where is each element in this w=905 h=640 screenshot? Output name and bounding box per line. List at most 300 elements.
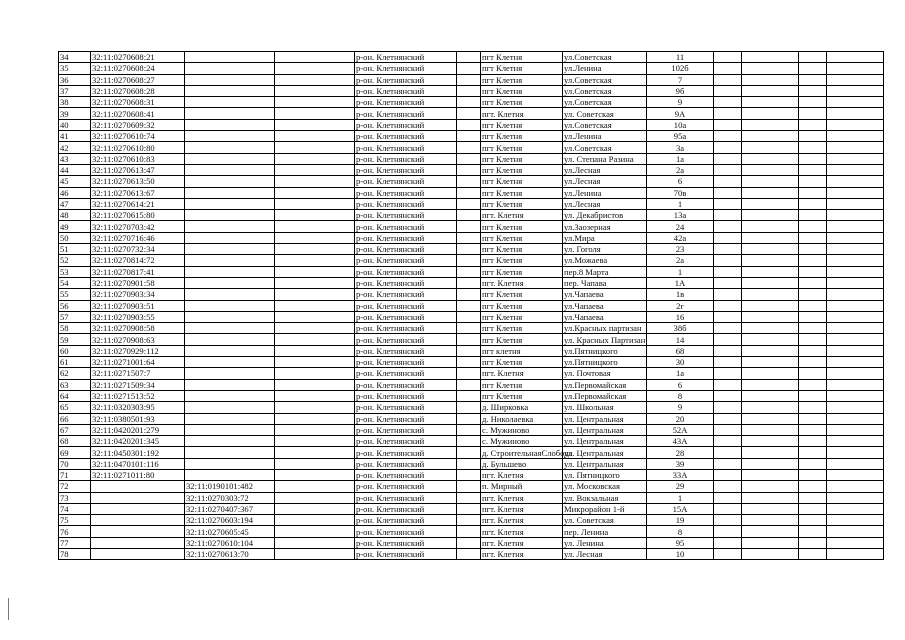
extra-col-b-cell [742, 469, 799, 480]
cadastral-number-b-cell [185, 52, 275, 63]
row-number-cell: 76 [59, 526, 91, 537]
extra-col-b-cell [742, 52, 799, 63]
extra-col-c-cell [799, 85, 827, 96]
blank-col-a-cell [275, 63, 355, 74]
blank-col-a-cell [275, 97, 355, 108]
district-cell: р-он. Клетнянский [355, 210, 457, 221]
extra-col-b-cell [742, 289, 799, 300]
blank-col-a-cell [275, 436, 355, 447]
extra-col-c-cell [799, 266, 827, 277]
extra-col-b-cell [742, 481, 799, 492]
street-cell: ул. Ленина [563, 537, 647, 548]
extra-col-a-cell [714, 210, 742, 221]
settlement-cell: пгт. Клетня [481, 108, 563, 119]
extra-col-d-cell [827, 266, 884, 277]
extra-col-b-cell [742, 323, 799, 334]
extra-col-b-cell [742, 277, 799, 288]
settlement-cell: пгт Клетня [481, 52, 563, 63]
row-number-cell: 64 [59, 390, 91, 401]
blank-col-a-cell [275, 503, 355, 514]
extra-col-a-cell [714, 85, 742, 96]
extra-col-a-cell [714, 492, 742, 503]
cadastral-number-a-cell: 32:11:0271507:7 [91, 368, 185, 379]
row-number-cell: 63 [59, 379, 91, 390]
table-row [59, 436, 884, 447]
settlement-cell: пгт. Клетня [481, 492, 563, 503]
house-number-cell: 1А [647, 277, 714, 288]
settlement-cell: пгт Клетня [481, 266, 563, 277]
row-number-cell: 40 [59, 119, 91, 130]
extra-col-b-cell [742, 85, 799, 96]
house-number-cell: 19 [647, 515, 714, 526]
blank-col-a-cell [275, 119, 355, 130]
extra-col-c-cell [799, 413, 827, 424]
street-cell: ул.Советская [563, 85, 647, 96]
extra-col-a-cell [714, 357, 742, 368]
table-row [59, 277, 884, 288]
cadastral-number-a-cell: 32:11:0420201:279 [91, 424, 185, 435]
house-number-cell: 20 [647, 413, 714, 424]
extra-col-a-cell [714, 52, 742, 63]
house-number-cell: 1а [647, 368, 714, 379]
house-number-cell: 6 [647, 176, 714, 187]
extra-col-d-cell [827, 153, 884, 164]
street-cell: ул.Чапаева [563, 311, 647, 322]
street-cell: ул.Ленина [563, 63, 647, 74]
cadastral-number-a-cell: 32:11:0270716:46 [91, 232, 185, 243]
cadastral-number-b-cell: 32:11:0190101:482 [185, 481, 275, 492]
extra-col-c-cell [799, 311, 827, 322]
cadastral-number-a-cell: 32:11:0270929:112 [91, 345, 185, 356]
extra-col-c-cell [799, 97, 827, 108]
extra-col-c-cell [799, 436, 827, 447]
blank-col-b-cell [457, 176, 481, 187]
blank-col-a-cell [275, 424, 355, 435]
house-number-cell: 1 [647, 198, 714, 209]
district-cell: р-он. Клетнянский [355, 515, 457, 526]
extra-col-d-cell [827, 52, 884, 63]
blank-col-a-cell [275, 232, 355, 243]
settlement-cell: пгт. Клетня [481, 515, 563, 526]
street-cell: ул.Советская [563, 74, 647, 85]
extra-col-b-cell [742, 357, 799, 368]
extra-col-a-cell [714, 424, 742, 435]
cadastral-number-b-cell [185, 244, 275, 255]
table-row [59, 357, 884, 368]
blank-col-a-cell [275, 492, 355, 503]
extra-col-c-cell [799, 187, 827, 198]
cadastral-number-a-cell: 32:11:0270614:21 [91, 198, 185, 209]
blank-col-a-cell [275, 323, 355, 334]
settlement-cell: пгт Клетня [481, 232, 563, 243]
extra-col-d-cell [827, 402, 884, 413]
extra-col-b-cell [742, 549, 799, 560]
district-cell: р-он. Клетнянский [355, 119, 457, 130]
extra-col-d-cell [827, 469, 884, 480]
cadastral-number-b-cell [185, 85, 275, 96]
extra-col-b-cell [742, 300, 799, 311]
settlement-cell: пгт Клетня [481, 131, 563, 142]
row-number-cell: 71 [59, 469, 91, 480]
blank-col-a-cell [275, 357, 355, 368]
extra-col-c-cell [799, 323, 827, 334]
extra-col-d-cell [827, 187, 884, 198]
row-number-cell: 55 [59, 289, 91, 300]
house-number-cell: 23 [647, 244, 714, 255]
cadastral-number-a-cell: 32:11:0270610:74 [91, 131, 185, 142]
house-number-cell: 1 [647, 266, 714, 277]
settlement-cell: пгт. Клетня [481, 469, 563, 480]
street-cell: ул. Советская [563, 108, 647, 119]
blank-col-b-cell [457, 164, 481, 175]
house-number-cell: 10 [647, 549, 714, 560]
house-number-cell: 70в [647, 187, 714, 198]
street-cell: ул.Пятницкого [563, 345, 647, 356]
house-number-cell: 2г [647, 300, 714, 311]
row-number-cell: 47 [59, 198, 91, 209]
cadastral-number-b-cell [185, 221, 275, 232]
extra-col-c-cell [799, 153, 827, 164]
extra-col-b-cell [742, 266, 799, 277]
cadastral-number-a-cell: 32:11:0450301:192 [91, 447, 185, 458]
extra-col-a-cell [714, 97, 742, 108]
cadastral-number-b-cell [185, 187, 275, 198]
blank-col-b-cell [457, 97, 481, 108]
extra-col-a-cell [714, 142, 742, 153]
cadastral-number-b-cell [185, 469, 275, 480]
extra-col-a-cell [714, 481, 742, 492]
district-cell: р-он. Клетнянский [355, 198, 457, 209]
cadastral-number-b-cell [185, 334, 275, 345]
street-cell: пер.8 Марта [563, 266, 647, 277]
extra-col-d-cell [827, 390, 884, 401]
extra-col-d-cell [827, 345, 884, 356]
street-cell: ул. Декабристов [563, 210, 647, 221]
table-row [59, 379, 884, 390]
extra-col-a-cell [714, 198, 742, 209]
row-number-cell: 68 [59, 436, 91, 447]
street-cell: ул.Ленина [563, 131, 647, 142]
district-cell: р-он. Клетнянский [355, 526, 457, 537]
blank-col-b-cell [457, 357, 481, 368]
table-row [59, 210, 884, 221]
table-row [59, 52, 884, 63]
cadastral-number-b-cell [185, 277, 275, 288]
district-cell: р-он. Клетнянский [355, 492, 457, 503]
page-edge-mark [8, 598, 9, 620]
cadastral-number-a-cell: 32:11:0420201:345 [91, 436, 185, 447]
house-number-cell: 95а [647, 131, 714, 142]
extra-col-a-cell [714, 413, 742, 424]
settlement-cell: пгт. Клетня [481, 210, 563, 221]
blank-col-a-cell [275, 549, 355, 560]
blank-col-a-cell [275, 334, 355, 345]
district-cell: р-он. Клетнянский [355, 176, 457, 187]
extra-col-b-cell [742, 74, 799, 85]
cadastral-number-b-cell [185, 142, 275, 153]
blank-col-a-cell [275, 537, 355, 548]
street-cell: ул.Первомайская [563, 379, 647, 390]
blank-col-a-cell [275, 74, 355, 85]
blank-col-b-cell [457, 153, 481, 164]
street-cell: ул. Степана Разина [563, 153, 647, 164]
house-number-cell: 8 [647, 526, 714, 537]
extra-col-b-cell [742, 255, 799, 266]
extra-col-d-cell [827, 108, 884, 119]
extra-col-c-cell [799, 549, 827, 560]
extra-col-c-cell [799, 277, 827, 288]
street-cell: ул. Вокзальная [563, 492, 647, 503]
house-number-cell: 7 [647, 74, 714, 85]
row-number-cell: 75 [59, 515, 91, 526]
extra-col-c-cell [799, 379, 827, 390]
extra-col-b-cell [742, 402, 799, 413]
extra-col-d-cell [827, 379, 884, 390]
cadastral-number-b-cell: 32:11:0270407:367 [185, 503, 275, 514]
blank-col-b-cell [457, 266, 481, 277]
table-row [59, 515, 884, 526]
house-number-cell: 9б [647, 85, 714, 96]
table-row [59, 176, 884, 187]
blank-col-a-cell [275, 187, 355, 198]
row-number-cell: 41 [59, 131, 91, 142]
house-number-cell: 29 [647, 481, 714, 492]
extra-col-a-cell [714, 526, 742, 537]
blank-col-a-cell [275, 447, 355, 458]
cadastral-number-a-cell [91, 492, 185, 503]
district-cell: р-он. Клетнянский [355, 379, 457, 390]
house-number-cell: 9А [647, 108, 714, 119]
row-number-cell: 50 [59, 232, 91, 243]
extra-col-c-cell [799, 142, 827, 153]
extra-col-c-cell [799, 255, 827, 266]
district-cell: р-он. Клетнянский [355, 481, 457, 492]
cadastral-number-b-cell: 32:11:0270610:104 [185, 537, 275, 548]
extra-col-a-cell [714, 119, 742, 130]
district-cell: р-он. Клетнянский [355, 164, 457, 175]
row-number-cell: 48 [59, 210, 91, 221]
blank-col-b-cell [457, 255, 481, 266]
cadastral-number-a-cell: 32:11:0270732:34 [91, 244, 185, 255]
row-number-cell: 52 [59, 255, 91, 266]
table-row [59, 413, 884, 424]
blank-col-b-cell [457, 108, 481, 119]
row-number-cell: 69 [59, 447, 91, 458]
blank-col-a-cell [275, 390, 355, 401]
cadastral-number-b-cell [185, 266, 275, 277]
settlement-cell: пгт Клетня [481, 97, 563, 108]
blank-col-b-cell [457, 402, 481, 413]
blank-col-b-cell [457, 549, 481, 560]
extra-col-b-cell [742, 232, 799, 243]
settlement-cell: пгт Клетня [481, 187, 563, 198]
settlement-cell: пгт Клетня [481, 119, 563, 130]
settlement-cell: пгт. Клетня [481, 549, 563, 560]
extra-col-c-cell [799, 334, 827, 345]
blank-col-b-cell [457, 413, 481, 424]
settlement-cell: пгт Клетня [481, 357, 563, 368]
cadastral-number-a-cell: 32:11:0470101:116 [91, 458, 185, 469]
house-number-cell: 9 [647, 97, 714, 108]
extra-col-d-cell [827, 85, 884, 96]
extra-col-b-cell [742, 390, 799, 401]
street-cell: ул.Советская [563, 119, 647, 130]
row-number-cell: 35 [59, 63, 91, 74]
extra-col-c-cell [799, 447, 827, 458]
blank-col-b-cell [457, 334, 481, 345]
extra-col-d-cell [827, 119, 884, 130]
extra-col-d-cell [827, 300, 884, 311]
extra-col-c-cell [799, 63, 827, 74]
street-cell: ул. Гоголя [563, 244, 647, 255]
settlement-cell: пгт Клетня [481, 221, 563, 232]
street-cell: ул. Лесная [563, 549, 647, 560]
extra-col-c-cell [799, 198, 827, 209]
extra-col-c-cell [799, 300, 827, 311]
extra-col-c-cell [799, 52, 827, 63]
extra-col-c-cell [799, 368, 827, 379]
settlement-cell: д. Николаевка [481, 413, 563, 424]
row-number-cell: 43 [59, 153, 91, 164]
extra-col-c-cell [799, 357, 827, 368]
extra-col-a-cell [714, 447, 742, 458]
house-number-cell: 10а [647, 119, 714, 130]
blank-col-a-cell [275, 108, 355, 119]
extra-col-b-cell [742, 221, 799, 232]
blank-col-a-cell [275, 515, 355, 526]
settlement-cell: пгт Клетня [481, 176, 563, 187]
house-number-cell: 1в [647, 289, 714, 300]
extra-col-d-cell [827, 526, 884, 537]
row-number-cell: 53 [59, 266, 91, 277]
house-number-cell: 68 [647, 345, 714, 356]
table-body [59, 52, 884, 560]
house-number-cell: 14 [647, 334, 714, 345]
extra-col-b-cell [742, 503, 799, 514]
district-cell: р-он. Клетнянский [355, 289, 457, 300]
extra-col-c-cell [799, 74, 827, 85]
house-number-cell: 13а [647, 210, 714, 221]
settlement-cell: пгт Клетня [481, 311, 563, 322]
district-cell: р-он. Клетнянский [355, 503, 457, 514]
extra-col-a-cell [714, 379, 742, 390]
blank-col-a-cell [275, 85, 355, 96]
street-cell: ул. Почтовая [563, 368, 647, 379]
street-cell: ул. Центральная [563, 413, 647, 424]
district-cell: р-он. Клетнянский [355, 187, 457, 198]
cadastral-number-a-cell: 32:11:0271513:52 [91, 390, 185, 401]
blank-col-b-cell [457, 390, 481, 401]
table-row [59, 187, 884, 198]
extra-col-d-cell [827, 549, 884, 560]
blank-col-a-cell [275, 176, 355, 187]
extra-col-b-cell [742, 424, 799, 435]
settlement-cell: пгт Клетня [481, 300, 563, 311]
row-number-cell: 61 [59, 357, 91, 368]
extra-col-d-cell [827, 63, 884, 74]
street-cell: пер. Чапава [563, 277, 647, 288]
extra-col-b-cell [742, 153, 799, 164]
extra-col-c-cell [799, 469, 827, 480]
cadastral-number-a-cell: 32:11:0270903:51 [91, 300, 185, 311]
blank-col-a-cell [275, 210, 355, 221]
cadastral-number-a-cell [91, 537, 185, 548]
cadastral-number-a-cell [91, 515, 185, 526]
settlement-cell: пгт. Клетня [481, 277, 563, 288]
row-number-cell: 56 [59, 300, 91, 311]
cadastral-number-b-cell [185, 131, 275, 142]
street-cell: ул.Красных партизан [563, 323, 647, 334]
extra-col-d-cell [827, 492, 884, 503]
extra-col-d-cell [827, 221, 884, 232]
extra-col-b-cell [742, 187, 799, 198]
house-number-cell: 8 [647, 390, 714, 401]
district-cell: р-он. Клетнянский [355, 221, 457, 232]
settlement-cell: пгт Клетня [481, 153, 563, 164]
row-number-cell: 58 [59, 323, 91, 334]
extra-col-d-cell [827, 210, 884, 221]
row-number-cell: 36 [59, 74, 91, 85]
table-row [59, 221, 884, 232]
extra-col-a-cell [714, 402, 742, 413]
settlement-cell: пгт Клетня [481, 74, 563, 85]
blank-col-b-cell [457, 289, 481, 300]
settlement-cell: д. Ширковка [481, 402, 563, 413]
street-cell: ул.Советская [563, 97, 647, 108]
district-cell: р-он. Клетнянский [355, 549, 457, 560]
house-number-cell: 2а [647, 255, 714, 266]
district-cell: р-он. Клетнянский [355, 63, 457, 74]
cadastral-number-b-cell: 32:11:0270605:45 [185, 526, 275, 537]
cadastral-number-a-cell: 32:11:0270613:50 [91, 176, 185, 187]
settlement-cell: пгт Клетня [481, 142, 563, 153]
blank-col-b-cell [457, 85, 481, 96]
cadastral-number-a-cell: 32:11:0271509:34 [91, 379, 185, 390]
blank-col-b-cell [457, 63, 481, 74]
blank-col-b-cell [457, 515, 481, 526]
row-number-cell: 60 [59, 345, 91, 356]
house-number-cell: 39 [647, 458, 714, 469]
district-cell: р-он. Клетнянский [355, 131, 457, 142]
extra-col-b-cell [742, 458, 799, 469]
extra-col-b-cell [742, 334, 799, 345]
row-number-cell: 38 [59, 97, 91, 108]
street-cell: ул.Чапаева [563, 289, 647, 300]
settlement-cell: пгт. Клетня [481, 368, 563, 379]
extra-col-d-cell [827, 481, 884, 492]
extra-col-a-cell [714, 232, 742, 243]
house-number-cell: 9 [647, 402, 714, 413]
cadastral-number-a-cell: 32:11:0270610:80 [91, 142, 185, 153]
extra-col-c-cell [799, 210, 827, 221]
street-cell: ул.Советская [563, 52, 647, 63]
cadastral-number-a-cell [91, 549, 185, 560]
extra-col-d-cell [827, 334, 884, 345]
table-row [59, 447, 884, 458]
extra-col-b-cell [742, 526, 799, 537]
cadastral-number-b-cell: 32:11:0270603:194 [185, 515, 275, 526]
extra-col-a-cell [714, 187, 742, 198]
table-row [59, 323, 884, 334]
extra-col-d-cell [827, 503, 884, 514]
extra-col-b-cell [742, 447, 799, 458]
table-row [59, 142, 884, 153]
extra-col-d-cell [827, 198, 884, 209]
district-cell: р-он. Клетнянский [355, 74, 457, 85]
street-cell: ул. Пятницкого [563, 469, 647, 480]
district-cell: р-он. Клетнянский [355, 334, 457, 345]
cadastral-number-b-cell [185, 323, 275, 334]
